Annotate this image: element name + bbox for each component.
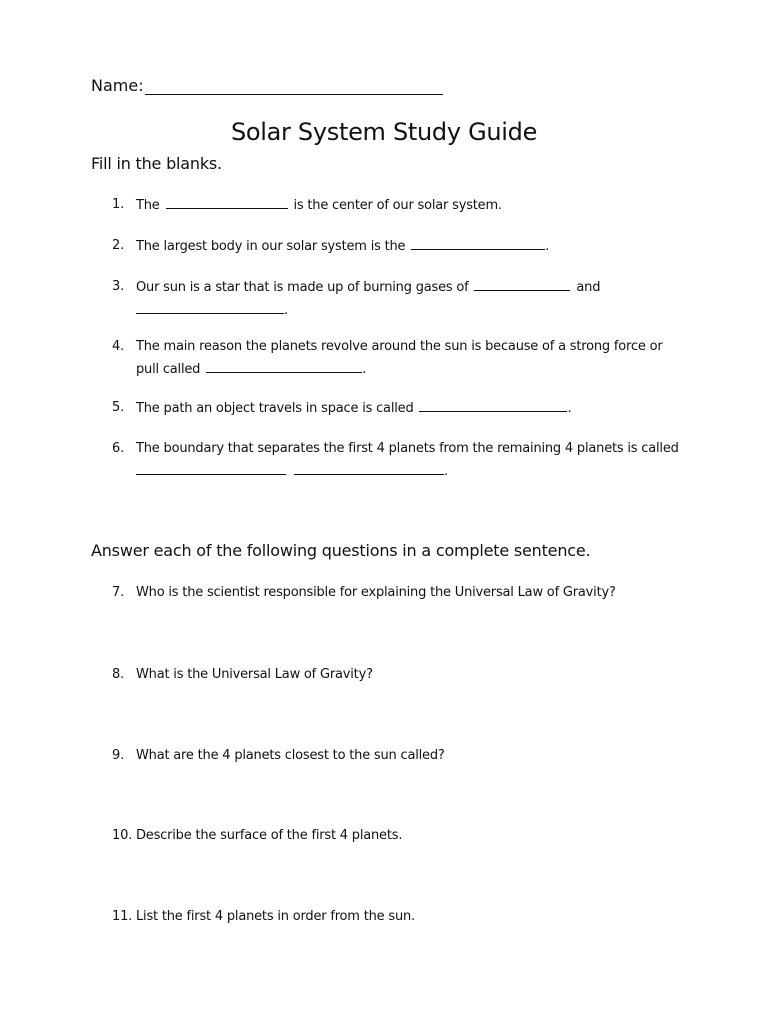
question-1 xyxy=(112,194,692,217)
page-title: Solar System Study Guide xyxy=(230,118,538,146)
question-4 xyxy=(112,336,692,381)
question-number: 10. xyxy=(112,828,133,843)
question-text: Our sun is a star that is made up of burning gases of and . xyxy=(136,276,692,322)
answer-blank[interactable] xyxy=(136,299,284,314)
question-text: What is the Universal Law of Gravity? xyxy=(136,667,373,682)
question-10 xyxy=(112,825,692,847)
question-text: The is the center of our solar system. xyxy=(136,194,692,217)
section-heading-complete-sentence: Answer each of the following questions in a complete sentence. xyxy=(91,541,591,560)
question-number: 5. xyxy=(112,400,125,415)
answer-blank[interactable] xyxy=(166,194,288,209)
question-9 xyxy=(112,745,692,767)
question-text: The largest body in our solar system is the . xyxy=(136,235,692,258)
question-number: 7. xyxy=(112,585,125,600)
question-number: 1. xyxy=(112,197,125,212)
section-heading-fill-blanks: Fill in the blanks. xyxy=(91,154,222,173)
question-number: 9. xyxy=(112,748,125,763)
question-text: List the first 4 planets in order from the sun. xyxy=(136,909,415,924)
name-label: Name: xyxy=(91,76,144,95)
name-row xyxy=(91,76,443,95)
question-text: What are the 4 planets closest to the sun called? xyxy=(136,748,445,763)
question-number: 8. xyxy=(112,667,125,682)
question-number: 3. xyxy=(112,279,125,294)
name-blank[interactable] xyxy=(145,78,443,95)
question-number: 6. xyxy=(112,441,125,456)
answer-blank[interactable] xyxy=(419,397,567,412)
question-text: The path an object travels in space is called . xyxy=(136,397,692,420)
answer-blank[interactable] xyxy=(474,276,570,291)
answer-blank[interactable] xyxy=(136,460,286,475)
question-7 xyxy=(112,582,692,604)
answer-blank[interactable] xyxy=(206,358,362,373)
question-number: 11. xyxy=(112,909,133,924)
question-2 xyxy=(112,235,692,258)
answer-blank[interactable] xyxy=(294,460,444,475)
question-3 xyxy=(112,276,692,322)
question-8 xyxy=(112,664,692,686)
question-text: The boundary that separates the first 4 planets from the remaining 4 planets is called . xyxy=(136,441,679,479)
question-number: 2. xyxy=(112,238,125,253)
question-11 xyxy=(112,906,692,928)
question-5 xyxy=(112,397,692,420)
question-text: Describe the surface of the first 4 planets. xyxy=(136,828,403,843)
question-6 xyxy=(112,438,692,483)
question-text: The main reason the planets revolve around the sun is because of a strong force or pull called . xyxy=(136,339,663,377)
question-number: 4. xyxy=(112,339,125,354)
answer-blank[interactable] xyxy=(411,235,545,250)
question-text: Who is the scientist responsible for explaining the Universal Law of Gravity? xyxy=(136,585,616,600)
